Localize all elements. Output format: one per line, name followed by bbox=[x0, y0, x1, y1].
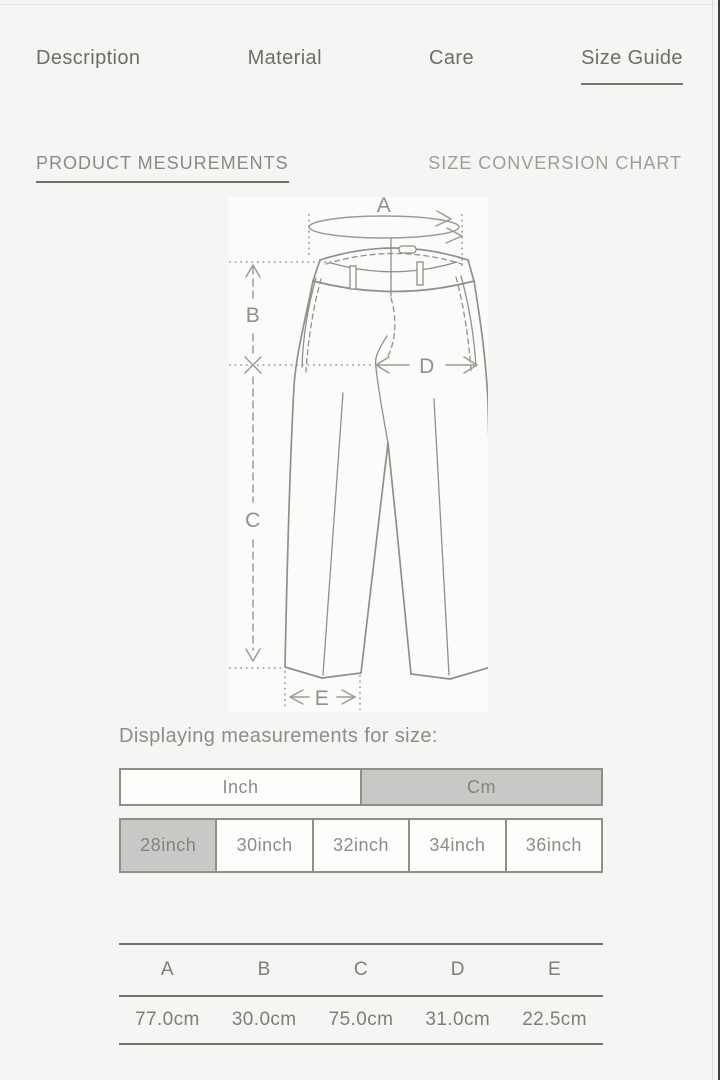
size-36inch-button[interactable]: 36inch bbox=[505, 820, 601, 871]
table-values-row bbox=[119, 997, 603, 1043]
diagram-label-e: E bbox=[314, 687, 330, 710]
product-tabs bbox=[36, 47, 683, 85]
tab-material[interactable]: Material bbox=[247, 47, 322, 69]
size-32inch-button[interactable]: 32inch bbox=[312, 820, 408, 871]
size-30inch-button[interactable]: 30inch bbox=[215, 820, 311, 871]
table-header-a: A bbox=[160, 959, 174, 980]
value-c: 75.0cm bbox=[328, 1009, 394, 1030]
value-a: 77.0cm bbox=[135, 1009, 200, 1030]
tab-product-measurements[interactable]: PRODUCT MESUREMENTS bbox=[36, 153, 289, 183]
measurements-table bbox=[119, 943, 603, 1045]
waist-button bbox=[399, 246, 416, 253]
size-28inch-button[interactable]: 28inch bbox=[121, 820, 215, 871]
unit-cm-button[interactable]: Cm bbox=[360, 770, 601, 804]
value-e: 22.5cm bbox=[522, 1009, 587, 1030]
right-edge-track bbox=[712, 0, 713, 1080]
table-header-row bbox=[119, 945, 603, 995]
diagram-background bbox=[228, 197, 488, 712]
table-rule-bottom bbox=[119, 1043, 603, 1045]
pants-measurement-diagram bbox=[228, 197, 488, 712]
table-header-b: B bbox=[257, 959, 271, 980]
size-prompt: Displaying measurements for size: bbox=[119, 725, 438, 747]
top-divider bbox=[0, 4, 720, 5]
unit-toggle bbox=[119, 768, 603, 806]
tab-care[interactable]: Care bbox=[429, 47, 474, 69]
diagram-label-a: A bbox=[376, 197, 392, 217]
tab-size-guide[interactable]: Size Guide bbox=[581, 47, 683, 85]
size-34inch-button[interactable]: 34inch bbox=[408, 820, 504, 871]
diagram-label-d: D bbox=[419, 355, 435, 378]
tab-description[interactable]: Description bbox=[36, 47, 141, 69]
value-d: 31.0cm bbox=[425, 1009, 491, 1030]
table-header-c: C bbox=[353, 959, 369, 980]
unit-inch-button[interactable]: Inch bbox=[222, 776, 259, 797]
diagram-label-b: B bbox=[245, 304, 261, 327]
tab-size-conversion-chart[interactable]: SIZE CONVERSION CHART bbox=[428, 153, 682, 173]
table-header-e: E bbox=[548, 959, 562, 980]
diagram-label-c: C bbox=[245, 509, 261, 532]
section-tabs bbox=[36, 153, 682, 183]
belt-loop bbox=[417, 262, 423, 285]
table-header-d: D bbox=[450, 959, 465, 980]
size-options bbox=[119, 818, 603, 873]
value-b: 30.0cm bbox=[231, 1009, 297, 1030]
belt-loop bbox=[350, 266, 356, 289]
